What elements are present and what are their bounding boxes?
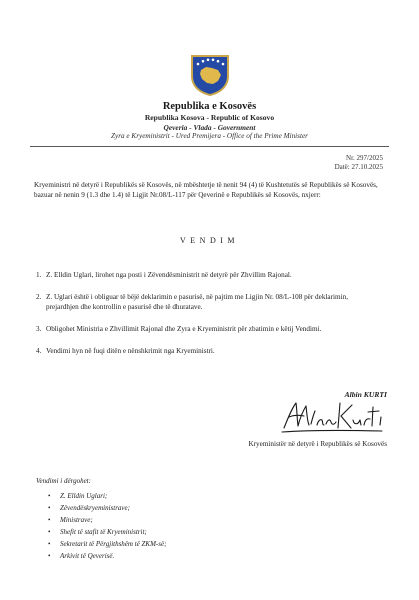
bullet-icon: •: [48, 492, 51, 500]
item-text: Z. Uglari është i obliguar të bëjë deklarimin e pasurisë, në pajtim me Ligjin Nr. 08/L-108 për deklarimin, prejardhjen dhe kontrollin e pasurisë dhe të dhuratave.: [46, 293, 348, 311]
item-text: Z. Elldin Uglari, lirohet nga posti i Zëvendësministrit në detyrë për Zhvillim Rajonal.: [46, 271, 292, 279]
intro-paragraph: Kryeministri në detyrë i Republikës së Kosovës, në mbështetje të nenit 94 (4) të Kushtetutës së Republikës së Kosovës, bazuar në nenin 9 (1.3 dhe 1.4) të Ligjit Nr.08/L-117 për Qeverinë e Republikës së Kosovës, nxjerr:: [34, 181, 378, 199]
item-number: 4.: [36, 347, 42, 355]
distribution-item: • Arkivit të Qeverisë.: [48, 552, 115, 560]
reference-block: [335, 154, 383, 172]
item-number: 2.: [36, 293, 42, 301]
distribution-item: • Sekretarit të Përgjithshëm të ZKM-së;: [48, 540, 167, 548]
decision-item: [36, 270, 381, 280]
header-office: Zyra e Kryeministrit - Ured Premijera - Office of the Prime Minister: [111, 132, 308, 140]
bullet-icon: •: [48, 552, 51, 560]
distribution-list: [48, 490, 166, 562]
kosovo-coat-of-arms-icon: [187, 52, 233, 98]
bullet-icon: •: [48, 504, 51, 512]
item-text: Obligohet Ministria e Zhvillimit Rajonal dhe Zyra e Kryeministrit për zbatimin e këtij Vendimi.: [46, 325, 322, 333]
decision-item: [36, 292, 381, 312]
decision-number: Nr. 297/2025: [346, 154, 383, 162]
distribution-item: • Ministrave;: [48, 516, 93, 524]
header-title: Republika e Kosovës: [162, 101, 257, 112]
bullet-icon: •: [48, 516, 51, 524]
decision-date: Datë: 27.10.2025: [334, 163, 383, 171]
decision-item: [36, 346, 381, 356]
decision-item: [36, 324, 381, 334]
handwritten-signature: [280, 398, 384, 434]
signer-title: Kryeministër në detyrë i Republikës së Kosovës: [248, 440, 387, 448]
bullet-icon: •: [48, 540, 51, 548]
distribution-item: • Shefit të stafit të Kryeministrit;: [48, 528, 147, 536]
item-text: Vendimi hyn në fuqi ditën e nënshkrimit nga Kryeministri.: [46, 347, 215, 355]
signer-name: Albin KURTI: [344, 390, 387, 399]
header-government: Qeveria - Vlada - Government: [163, 123, 256, 132]
bullet-icon: •: [48, 528, 51, 536]
item-number: 3.: [36, 325, 42, 333]
item-number: 1.: [36, 271, 42, 279]
header-divider: [30, 146, 389, 147]
distribution-title: Vendimi i dërgohet:: [36, 477, 91, 485]
distribution-item: • Z. Elldin Uglari;: [48, 492, 108, 500]
decision-items: [36, 270, 381, 368]
header-subtitle: Republika Kosova - Republic of Kosovo: [144, 113, 275, 122]
distribution-item: • Zëvendëskryeministrave;: [48, 504, 130, 512]
decision-title: VENDIM: [180, 236, 239, 245]
